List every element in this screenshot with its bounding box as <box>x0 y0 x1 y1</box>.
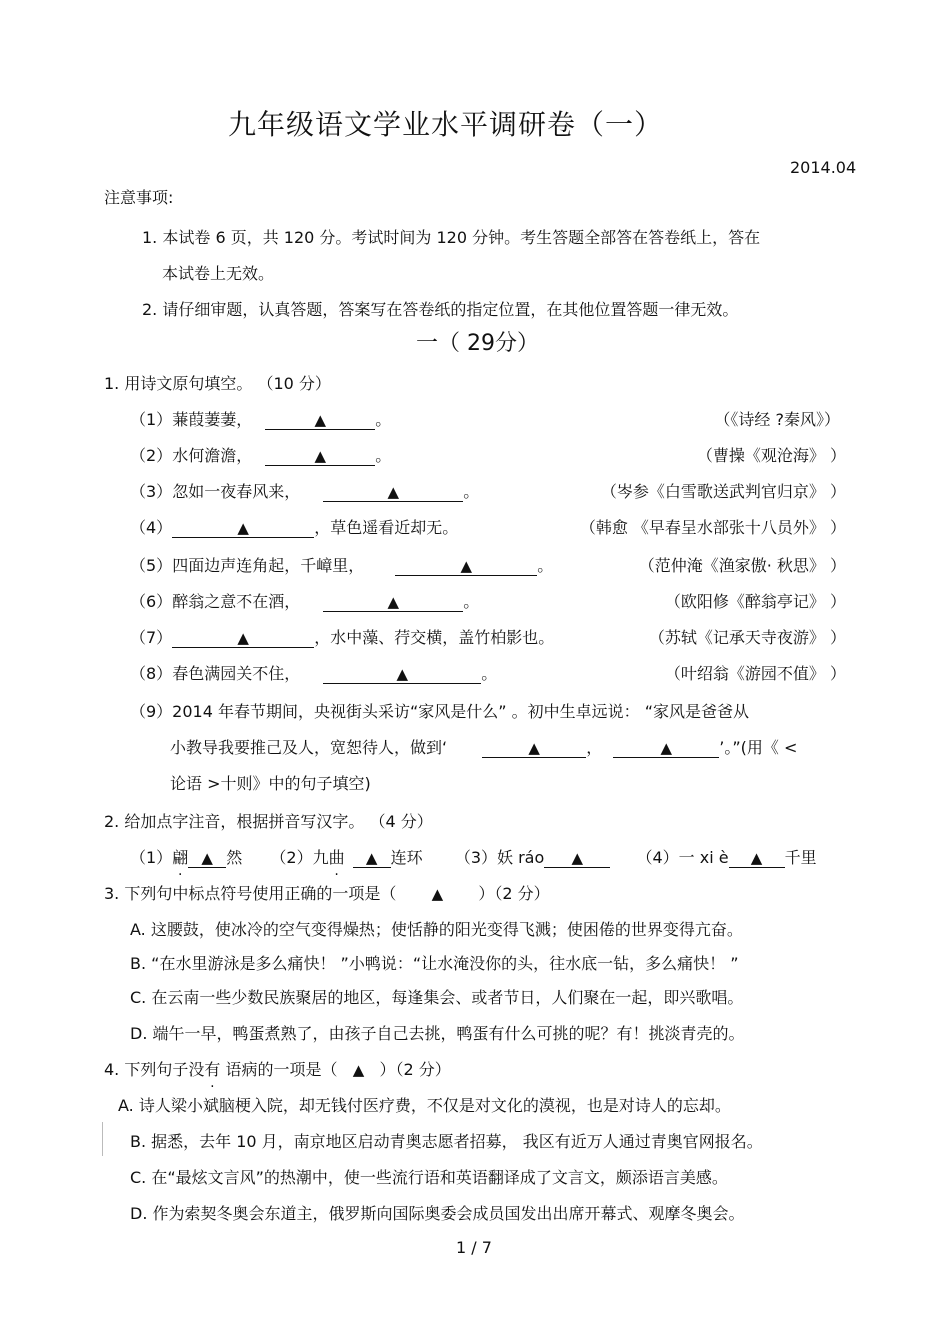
blank-triangle-icon: ▲ <box>396 665 409 683</box>
q4-option-c[interactable]: C. 在“最炫文言风”的热潮中，使一些流行语和英语翻译成了文言文，颇添语言美感。 <box>130 1168 728 1187</box>
item-text-post: ，草色遥看近却无。 <box>314 518 459 537</box>
item-text-post: 。 <box>375 410 392 429</box>
answer-blank[interactable] <box>323 665 481 684</box>
q2-part-3-pre: （3）妖 ráo <box>454 848 545 867</box>
item-text-post: 。 <box>463 482 480 501</box>
blank-triangle-icon: ▲ <box>387 593 400 611</box>
q1-item-1 <box>130 410 391 430</box>
q1-item-5 <box>130 556 553 576</box>
notice-item-1-cont: 本试卷上无效。 <box>162 264 275 283</box>
item-number: （7） <box>130 628 173 647</box>
q1-item-7-source: （苏轼《记承天寺夜游》 ） <box>648 628 846 647</box>
blank-triangle-icon: ▲ <box>314 447 327 465</box>
q1-item-9-line1: （9）2014 年春节期间，央视街头采访“家风是什么” 。初中生卓远说： “家风是爸爸从 <box>130 702 750 721</box>
blank-triangle-icon: ▲ <box>431 885 444 903</box>
item-text-post: 。 <box>375 446 392 465</box>
q1-item-5-source: （范仲淹《渔家傲· 秋思》 ） <box>638 556 846 575</box>
margin-line <box>102 1122 103 1156</box>
item-text-pre: 四面边声连角起，千嶂里， <box>172 556 365 575</box>
q1-item-8 <box>130 664 497 684</box>
q1-item-2 <box>130 446 391 466</box>
answer-blank[interactable] <box>265 411 375 430</box>
item-number: （3） <box>130 482 173 501</box>
question-3-stem <box>104 884 550 904</box>
q1-item-9-line3: 论语 >十则》中的句子填空) <box>170 774 371 793</box>
item-text-mid: ， <box>586 738 603 757</box>
answer-blank[interactable] <box>544 849 610 868</box>
item-number: （4） <box>130 518 173 537</box>
blank-triangle-icon: ▲ <box>237 519 249 537</box>
answer-blank[interactable] <box>729 849 785 868</box>
question-4-stem <box>104 1060 451 1080</box>
blank-triangle-icon: ▲ <box>387 483 400 501</box>
answer-blank[interactable] <box>188 849 226 868</box>
item-number: （6） <box>130 592 173 611</box>
question-2-stem: 2. 给加点字注音，根据拼音写汉字。 （4 分） <box>104 812 433 831</box>
item-text-pre: 水何澹澹， <box>172 446 253 465</box>
answer-blank[interactable] <box>482 739 586 758</box>
answer-blank[interactable] <box>613 739 719 758</box>
q4-option-b[interactable]: B. 据悉，去年 10 月，南京地区启动青奥志愿者招募， 我区有近万人通过青奥官网报名。 <box>130 1132 763 1151</box>
item-number: （5） <box>130 556 173 575</box>
q4-option-a[interactable]: A. 诗人梁小斌脑梗入院，却无钱付医疗费，不仅是对文化的漠视，也是对诗人的忘却。 <box>118 1096 731 1115</box>
q3-option-a[interactable]: A. 这腰鼓，使冰冷的空气变得燥热；使恬静的阳光变得飞溅；使困倦的世界变得亢奋。 <box>130 920 743 939</box>
answer-blank[interactable] <box>395 557 537 576</box>
q4-stem-post: ）（2 分） <box>379 1060 451 1079</box>
blank-triangle-icon: ▲ <box>750 849 763 867</box>
item-text-post: 。 <box>537 556 554 575</box>
page-number: 1 / 7 <box>456 1238 492 1257</box>
q1-item-7 <box>130 628 554 648</box>
blank-triangle-icon: ▲ <box>314 411 327 429</box>
dotted-char: 翩 <box>172 848 189 867</box>
q1-item-3-source: （岑参《白雪歌送武判官归京》 ） <box>600 482 846 501</box>
q2-part-1-number: （1） <box>130 848 173 867</box>
q1-item-8-source: （叶绍翁《游园不值》 ） <box>664 664 846 683</box>
dotted-char: 有 <box>204 1060 221 1079</box>
answer-blank[interactable] <box>172 519 314 538</box>
item-text-pre: 小教导我要推己及人，宽恕待人，做到‘ <box>170 738 448 757</box>
q4-stem-pre: 4. 下列句子没 <box>104 1060 205 1079</box>
item-number: （2） <box>130 446 173 465</box>
item-text-pre: 蒹葭萋萋， <box>172 410 253 429</box>
q1-item-1-source: （《诗经 ?秦风》） <box>714 410 840 429</box>
q1-item-9-line2 <box>170 738 797 758</box>
item-number: （8） <box>130 664 173 683</box>
q4-option-d[interactable]: D. 作为索契冬奥会东道主，俄罗斯向国际奥委会成员国发出出席开幕式、观摩冬奥会。 <box>130 1204 745 1223</box>
blank-triangle-icon: ▲ <box>660 739 673 757</box>
q3-option-b[interactable]: B. “在水里游泳是多么痛快！ ”小鸭说：“让水淹没你的头，往水底一钻，多么痛快！ ” <box>130 954 739 973</box>
q2-part-4-pre: （4）一 xi è <box>636 848 729 867</box>
q1-item-4-source: （韩愈 《早春呈水部张十八员外》 ） <box>579 518 846 537</box>
notice-heading: 注意事项: <box>104 188 174 207</box>
q2-part-2-post: 连环 <box>390 848 423 867</box>
q3-stem-pre: 3. 下列句中标点符号使用正确的一项是（ <box>104 884 397 903</box>
blank-triangle-icon: ▲ <box>201 849 213 867</box>
item-text-post: 。 <box>463 592 480 611</box>
q1-item-6-source: （欧阳修《醉翁亭记》 ） <box>664 592 846 611</box>
q1-item-6 <box>130 592 479 612</box>
item-number: （1） <box>130 410 173 429</box>
answer-blank[interactable] <box>323 483 463 502</box>
q3-stem-post: ）（2 分） <box>478 884 550 903</box>
notice-item-1: 1. 本试卷 6 页，共 120 分。考试时间为 120 分钟。考生答题全部答在答卷纸上，答在 <box>142 228 761 247</box>
blank-triangle-icon: ▲ <box>460 557 473 575</box>
q2-part-1-post: 然 <box>226 848 243 867</box>
item-text-pre: 醉翁之意不在酒， <box>172 592 301 611</box>
section-title: 一（ 29分） <box>416 331 539 356</box>
item-text-post: ’。”(用《 < <box>719 738 798 757</box>
blank-triangle-icon: ▲ <box>352 1061 365 1079</box>
q3-option-d[interactable]: D. 端午一早，鸭蛋煮熟了，由孩子自己去挑，鸭蛋有什么可挑的呢？有！挑淡青壳的。 <box>130 1024 745 1043</box>
answer-blank[interactable] <box>172 629 314 648</box>
q1-item-2-source: （曹操《观沧海》 ） <box>696 446 846 465</box>
blank-triangle-icon: ▲ <box>528 739 540 757</box>
item-text-post: ，水中藻、荇交横，盖竹柏影也。 <box>314 628 555 647</box>
q2-part-4-post: 千里 <box>784 848 817 867</box>
answer-blank[interactable] <box>323 593 463 612</box>
blank-triangle-icon: ▲ <box>237 629 249 647</box>
question-1-stem: 1. 用诗文原句填空。 （10 分） <box>104 374 331 393</box>
q3-option-c[interactable]: C. 在云南一些少数民族聚居的地区，每逢集会、或者节日，人们聚在一起，即兴歌唱。 <box>130 988 744 1007</box>
q2-part-2-pre: （2）九 <box>270 848 329 867</box>
notice-item-2: 2. 请仔细审题，认真答题，答案写在答卷纸的指定位置，在其他位置答题一律无效。 <box>142 300 739 319</box>
blank-triangle-icon: ▲ <box>365 849 378 867</box>
dotted-char: 曲 <box>328 848 345 867</box>
blank-triangle-icon: ▲ <box>571 849 584 867</box>
exam-date: 2014.04 <box>790 158 857 177</box>
item-text-post: 。 <box>481 664 498 683</box>
item-text-pre: 春色满园关不住， <box>172 664 301 683</box>
answer-blank[interactable] <box>353 849 391 868</box>
item-text-pre: 忽如一夜春风来， <box>172 482 301 501</box>
q4-stem-mid: 语病的一项是（ <box>220 1060 338 1079</box>
q2-items <box>130 848 817 868</box>
answer-blank[interactable] <box>265 447 375 466</box>
q1-item-3 <box>130 482 479 502</box>
page-title: 九年级语文学业水平调研卷（一） <box>228 108 664 141</box>
q1-item-4 <box>130 518 458 538</box>
